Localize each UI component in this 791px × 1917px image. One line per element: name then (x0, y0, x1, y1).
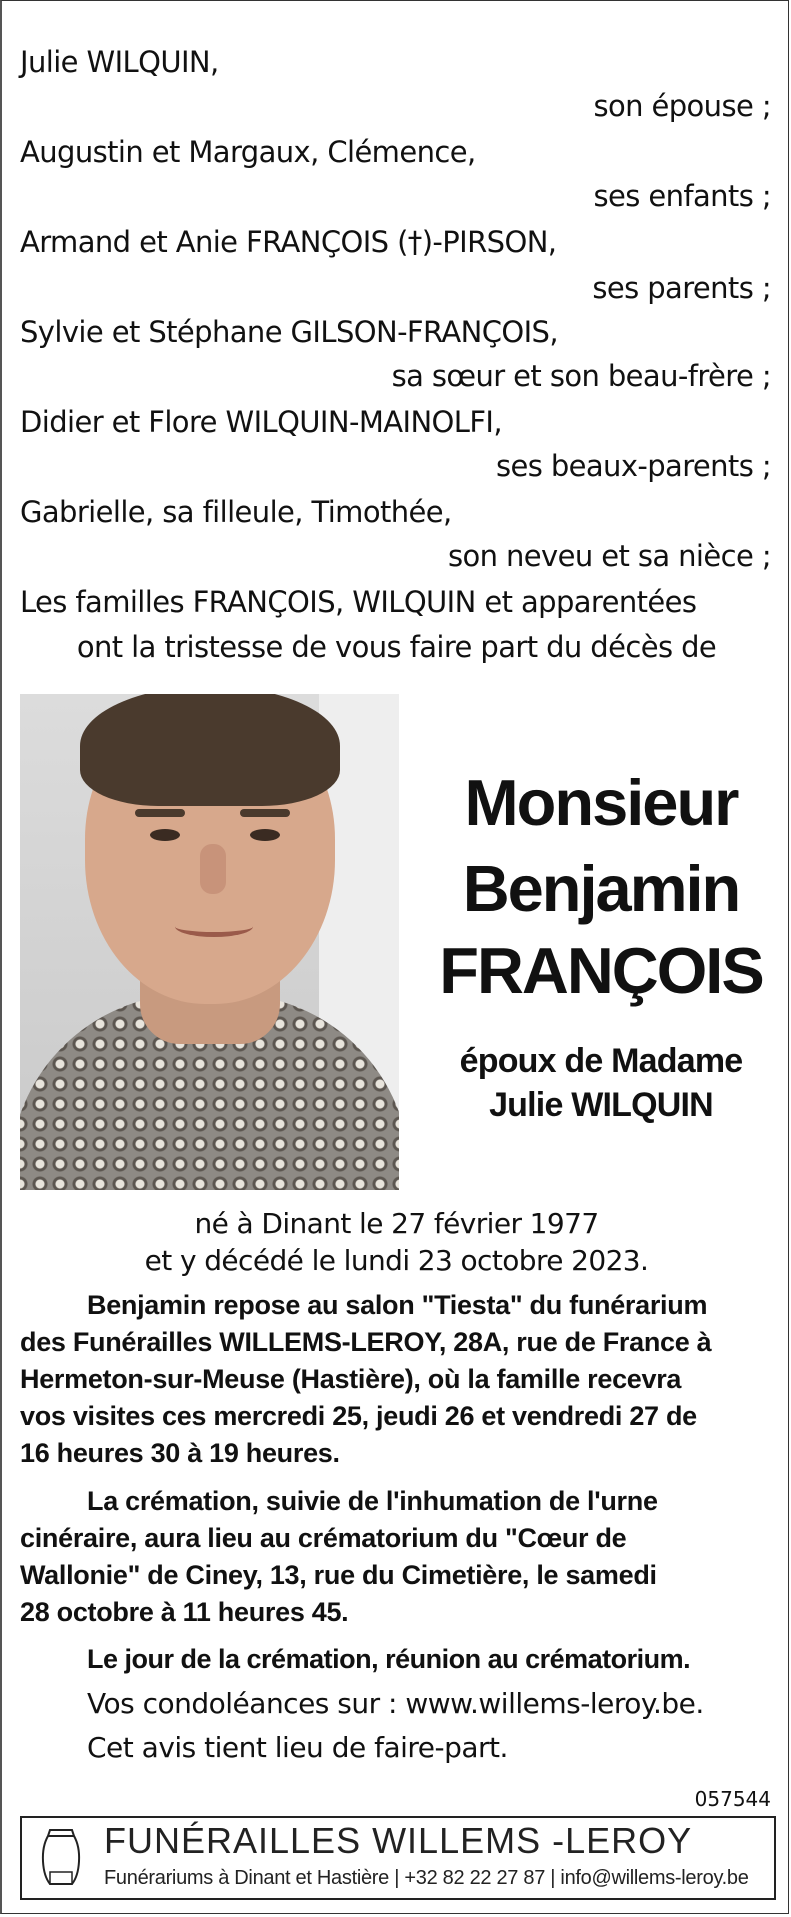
family-name-5: Didier et Flore WILQUIN-MAINOLFI, (20, 405, 502, 439)
para1-line: 16 heures 30 à 19 heures. (20, 1438, 340, 1468)
cremation-paragraph (20, 1483, 773, 1631)
para2-line: Wallonie" de Ciney, 13, rue du Cimetière, le samedi (20, 1560, 657, 1590)
para1-line: des Funérailles WILLEMS-LEROY, 28A, rue de France à (20, 1327, 712, 1357)
para1-line: Benjamin repose au salon "Tiesta" du funérarium (87, 1290, 708, 1320)
spouse-line-1: époux de Madame (459, 1042, 743, 1080)
portrait-photo (20, 694, 399, 1190)
family-relation-4: sa sœur et son beau-frère ; (391, 359, 771, 393)
family-name-6: Gabrielle, sa filleule, Timothée, (20, 495, 452, 529)
death-line: et y décédé le lundi 23 octobre 2023. (144, 1244, 649, 1277)
para2-line: 28 octobre à 11 heures 45. (20, 1597, 349, 1627)
deceased-last-name: FRANÇOIS (439, 934, 763, 1007)
reference-number: 057544 (694, 1787, 771, 1811)
family-relation-3: ses parents ; (592, 271, 771, 305)
family-name-4: Sylvie et Stéphane GILSON-FRANÇOIS, (20, 315, 558, 349)
funeral-home-footer (20, 1816, 776, 1900)
spouse-line-2: Julie WILQUIN (489, 1086, 713, 1124)
family-name-2: Augustin et Margaux, Clémence, (20, 135, 476, 169)
family-relation-2: ses enfants ; (593, 179, 771, 213)
funeral-home-brand: FUNÉRAILLES WILLEMS -LEROY (104, 1820, 693, 1861)
reunion-line: Le jour de la crémation, réunion au crématorium. (87, 1644, 691, 1674)
family-relation-1: son épouse ; (593, 89, 771, 123)
urn-icon (36, 1826, 86, 1890)
faire-part-line: Cet avis tient lieu de faire-part. (87, 1731, 508, 1764)
birth-line: né à Dinant le 27 février 1977 (194, 1207, 599, 1240)
visitation-paragraph (20, 1287, 773, 1472)
condolences-line: Vos condoléances sur : www.willems-leroy.be. (87, 1687, 704, 1720)
para1-line: Hermeton-sur-Meuse (Hastière), où la famille recevra (20, 1364, 682, 1394)
deceased-title: Monsieur (464, 766, 738, 839)
families-line: Les familles FRANÇOIS, WILQUIN et apparentées (20, 585, 697, 619)
para2-line: cinéraire, aura lieu au crématorium du "Cœur de (20, 1523, 627, 1553)
family-name-1: Julie WILQUIN, (20, 45, 219, 79)
intro-line: ont la tristesse de vous faire part du décès de (76, 630, 717, 664)
para1-line: vos visites ces mercredi 25, jeudi 26 et vendredi 27 de (20, 1401, 697, 1431)
family-name-3: Armand et Anie FRANÇOIS (†)-PIRSON, (20, 225, 557, 259)
para2-line: La crémation, suivie de l'inhumation de l'urne (87, 1486, 658, 1516)
funeral-home-contact: Funérariums à Dinant et Hastière | +32 82 22 27 87 | info@willems-leroy.be (104, 1867, 749, 1889)
family-relation-5: ses beaux-parents ; (495, 449, 771, 483)
family-relation-6: son neveu et sa nièce ; (447, 539, 771, 573)
deceased-first-name: Benjamin (462, 852, 740, 925)
